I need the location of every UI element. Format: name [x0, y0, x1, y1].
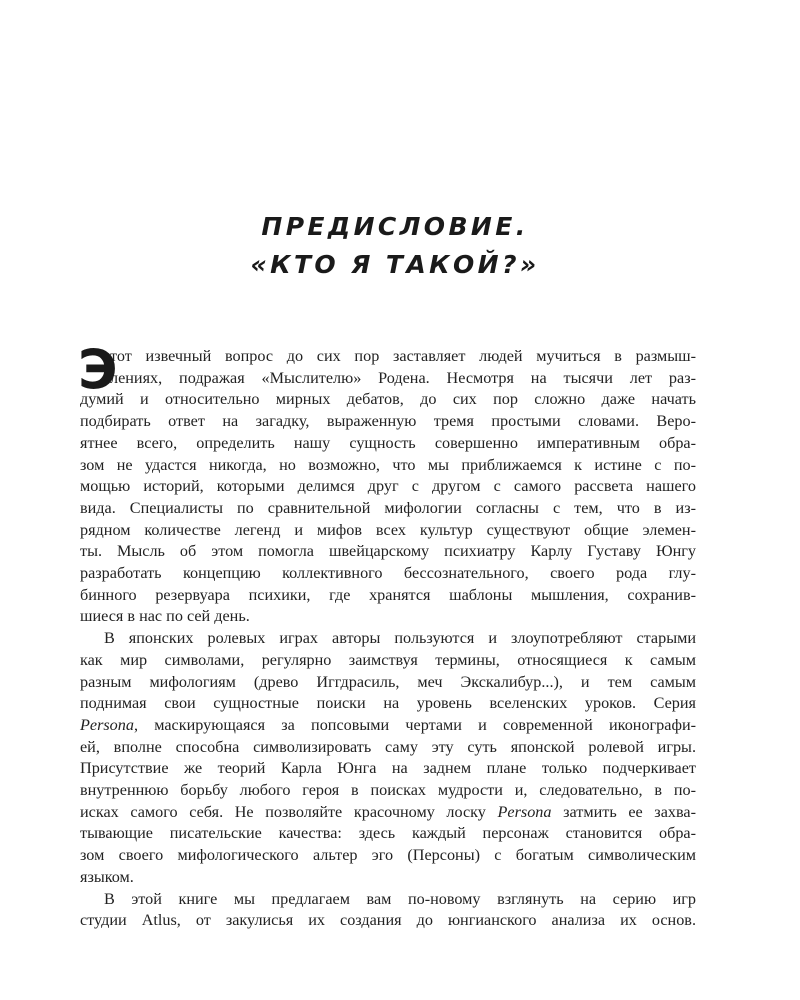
- text-line: рядном количестве легенд и мифов всех культур существуют общие элемен-: [80, 520, 696, 539]
- body-text: [78, 338, 696, 932]
- text-fragment: исках самого себя. Не позволяйте красочному лоску: [80, 802, 498, 821]
- text-line: лениях, подражая «Мыслителю» Родена. Несмотря на тысячи лет раз-: [110, 368, 696, 387]
- text-line: [80, 715, 696, 737]
- text-line: подбирать ответ на загадку, выраженную тремя простыми словами. Веро-: [80, 412, 696, 431]
- text-fragment: затмить ее захва-: [551, 802, 696, 821]
- text-line: ятнее всего, определить нашу сущность совершенно императивным обра-: [80, 433, 696, 452]
- text-line: В этой книге мы предлагаем вам по-новому взглянуть на серию игр: [104, 889, 696, 908]
- paragraph-2: [80, 628, 696, 888]
- text-line: тот извечный вопрос до сих пор заставляет людей мучиться в размыш-: [110, 347, 696, 365]
- text-line: студии Atlus, от закулисья их создания до юнгианского анализа их основ.: [80, 911, 696, 930]
- text-line: зом не удастся никогда, но возможно, что мы приближаемся к истине с по-: [80, 455, 696, 474]
- text-line: зом своего мифологического альтер эго (Персоны) с богатым символическим: [80, 846, 696, 865]
- text-line: разным мифологиям (древо Иггдрасиль, меч Экскалибур...), и тем самым: [80, 672, 696, 691]
- series-title-italic: Persona: [497, 802, 552, 821]
- text-line: мощью историй, которыми делимся друг с другом с самого рассвета нашего: [80, 477, 696, 496]
- chapter-title-line-1: ПРЕДИСЛОВИЕ.: [261, 212, 529, 241]
- text-line: поднимая свои сущностные поиски на уровень вселенских уроков. Серия: [80, 694, 696, 713]
- text-line: вида. Специалисты по сравнительной мифологии согласны с тем, что в из-: [80, 498, 696, 517]
- text-line: думий и относительно мирных дебатов, до сих пор сложно даже начать: [80, 390, 696, 409]
- paragraph-1: [78, 338, 696, 628]
- text-line: шиеся в нас по сей день.: [80, 607, 250, 626]
- text-line: Присутствие же теорий Карла Юнга на заднем плане только подчеркивает: [80, 759, 696, 778]
- chapter-title-line-2: «КТО Я ТАКОЙ?»: [250, 250, 540, 279]
- text-line: бинного резервуара психики, где хранятся шаблоны мышления, сохранив-: [80, 585, 696, 604]
- text-line: тывающие писательские качества: здесь каждый персонаж становится обра-: [80, 824, 696, 843]
- text-line: внутреннюю борьбу любого героя в поисках мудрости и, следовательно, в по-: [80, 781, 696, 800]
- text-line: языком.: [80, 867, 134, 886]
- series-title-italic: Persona: [80, 715, 134, 734]
- text-line: разработать концепцию коллективного бессознательного, своего рода глу-: [80, 564, 696, 583]
- drop-cap: Э: [78, 338, 118, 401]
- text-line: ей, вполне способна символизировать саму эту суть японской ролевой игры.: [80, 737, 696, 756]
- text-line: [80, 802, 696, 824]
- text-line: как мир символами, регулярно заимствуя термины, относящиеся к самым: [80, 650, 696, 669]
- paragraph-3: [80, 889, 696, 932]
- chapter-title: [0, 208, 790, 284]
- text-line: ты. Мысль об этом помогла швейцарскому психиатру Карлу Густаву Юнгу: [80, 542, 696, 561]
- text-fragment: , маскирующаяся за попсовыми чертами и современной иконографи-: [133, 715, 696, 734]
- text-line: В японских ролевых играх авторы пользуются и злоупотребляют старыми: [104, 629, 696, 648]
